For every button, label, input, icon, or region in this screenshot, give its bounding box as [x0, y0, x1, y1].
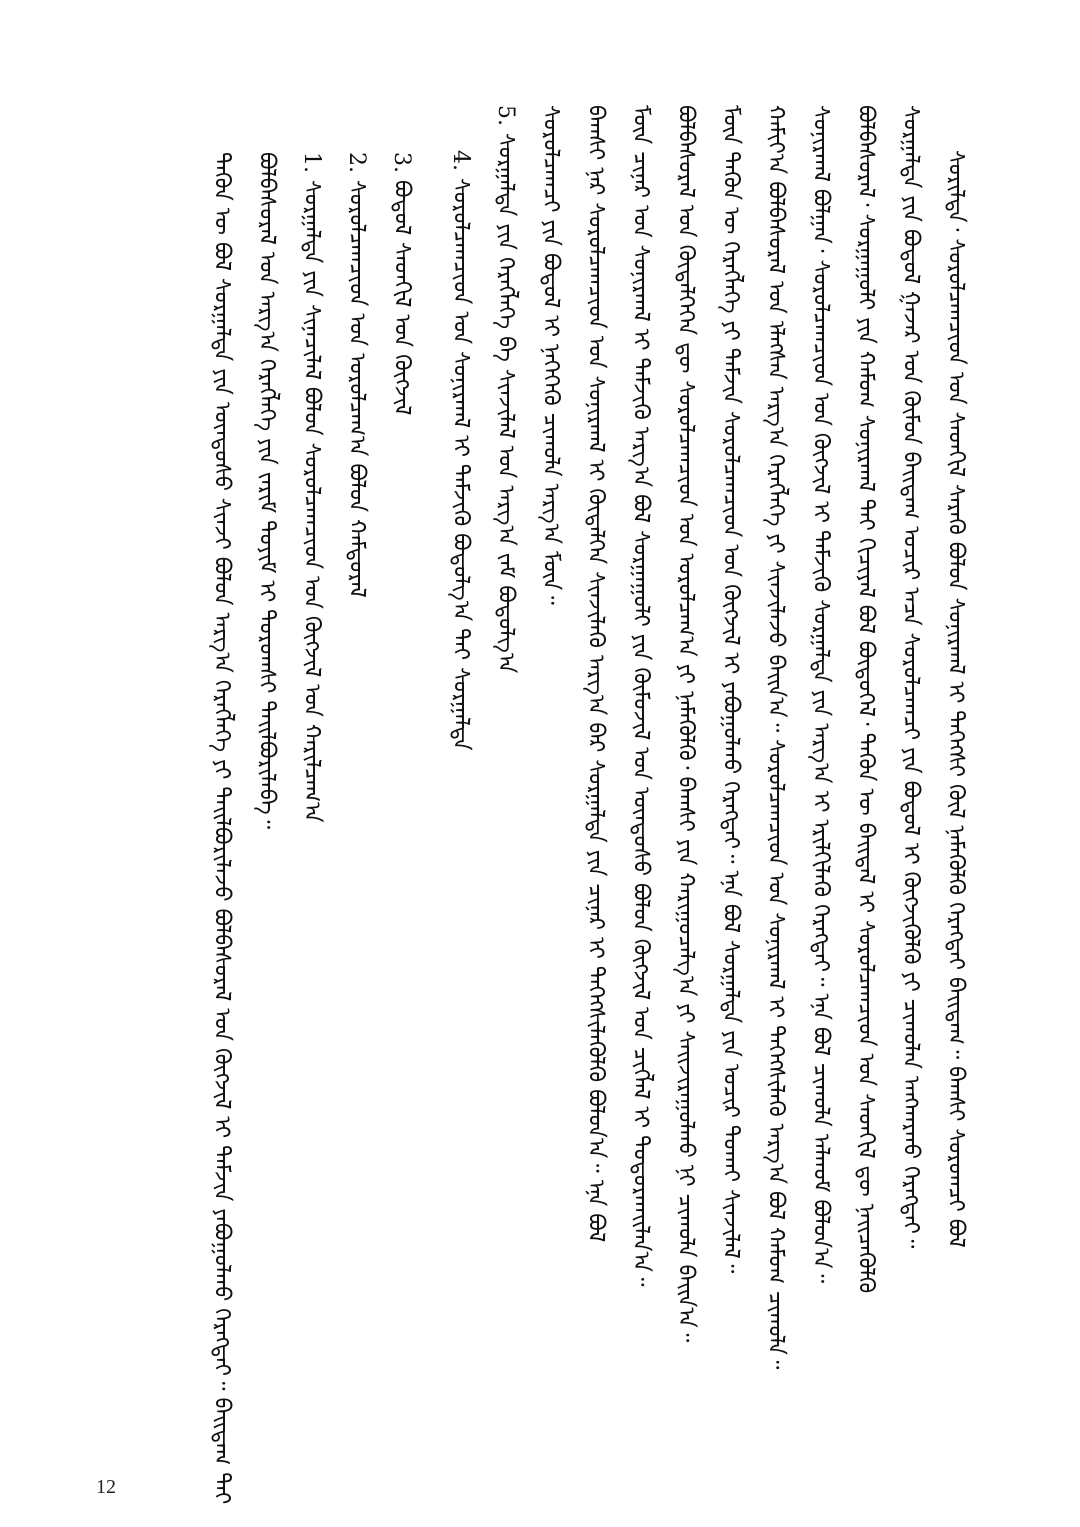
text-line: ᠪᠠᠭᠰᠢ ᠨᠠᠷ ᠰᠤᠷᠤᠯᠴᠠᠭᠴᠢᠳ ᠤᠨ ᠰᠣᠨᠢᠷᠬᠠᠯ ᠢ ᠬᠥᠳᠡᠯᠭᠡᠨ ᠰᠢᠨᠵᠢᠯᠡᠬᠦ ᠠᠷᠭ᠎ᠠ ᠪᠠᠷ ᠰᠤᠷᠭᠠᠯᠲᠠ ᠶᠢᠨ ᠴᠢᠨᠠᠷ ᠢ ᠳᠡᠭᠡᠭᠰᠢᠯᠡᠭᠦᠯᠬᠦ ᠪᠣᠯᠤᠨ᠎ᠠ᠃ ᠡᠨᠡ ᠪᠣᠯ — [583, 105, 608, 1243]
text-line: ᠬᠠᠮᠢᠶ᠎ᠠ ᠪᠣᠯᠪᠠᠰᠤᠷᠠᠯ ᠤᠨ ᠡᠯᠡᠭᠰᠡᠨ ᠠᠷᠭ᠎ᠠ ᠬᠡᠷᠡᠭᠯᠡᠭᠡ ᠶᠢ ᠰᠢᠨᠵᠢᠯᠡᠵᠦ ᠪᠠᠢᠨ᠎ᠠ᠃ ᠰᠤᠷᠤᠯᠴᠠᠭᠴᠢᠳ ᠤᠨ ᠰᠣᠨᠢᠷᠬᠠᠯ ᠢ ᠳᠡᠭᠡᠭᠰᠢᠯᠡᠬᠦ ᠠᠷᠭ᠎ᠠ ᠪᠣᠯ ᠬᠠᠮᠤᠭ ᠴᠢᠬᠤᠯᠠ᠃ — [763, 105, 788, 1370]
text-line: ᠮᠥᠨ ᠲᠡᠭᠦᠨ ᠦ ᠬᠡᠷᠡᠭᠯᠡᠭᠡ ᠶᠢ ᠳᠡᠮᠵᠢᠨ ᠰᠤᠷᠤᠯᠴᠠᠭᠴᠢᠳ ᠤᠨ ᠬᠥᠭᠵᠢᠯ ᠢ ᠶᠠᠪᠤᠭᠤᠯᠬᠤ ᠬᠡᠷᠡᠭᠲᠡᠢ᠃ ᠡᠨᠡ ᠪᠣᠯ ᠰᠤᠷᠭᠠᠯᠲᠠ ᠶᠢᠨ ᠤᠴᠢᠷ ᠲᠤᠬᠠᠢ ᠰᠢᠨᠵᠢᠯᠡᠯ᠃ — [718, 105, 743, 1274]
text-line: ᠰᠣᠨᠢᠷᠬᠠᠯ ᠪᠣᠯᠭᠠᠨ᠂ ᠰᠤᠷᠤᠯᠴᠠᠭᠴᠢᠳ ᠤᠨ ᠬᠥᠭᠵᠢᠯ ᠢ ᠳᠡᠮᠵᠢᠬᠦ ᠰᠤᠷᠭᠠᠯᠲᠠ ᠶᠢᠨ ᠠᠷᠭ᠎ᠠ ᠢ ᠡᠷᠢᠯᠬᠢᠯᠡᠬᠦ ᠬᠡᠷᠡᠭᠲᠡᠢ᠃ ᠡᠨᠡ ᠪᠣᠯ ᠴᠢᠬᠤᠯᠠ ᠠᠯᠬᠤᠮ ᠪᠣᠯᠤᠨ᠎ᠠ᠃ — [808, 105, 833, 1284]
text-line: ᠪᠣᠯᠪᠠᠰᠤᠷᠠᠯ ᠤᠨ ᠬᠥᠳᠡᠯᠭᠡᠭᠡᠨ ᠳᠦ ᠰᠤᠷᠤᠯᠴᠠᠭᠴᠢᠳ ᠤᠨ ᠣᠷᠤᠯᠴᠠᠭ᠎ᠠ ᠶᠢ ᠨᠡᠮᠡᠭᠦᠯᠬᠦ᠂ ᠪᠠᠭᠰᠢ ᠶᠢᠨ ᠬᠠᠷᠢᠭᠤᠴᠠᠯᠭ᠎ᠠ ᠶᠢ ᠰᠠᠢᠵᠢᠷᠠᠭᠤᠯᠬᠤ ᠨᠢ ᠴᠢᠬᠤᠯᠠ ᠪᠠᠢᠨ᠎ᠠ᠃ — [673, 105, 698, 1343]
list-item: 3. ᠪᠣᠳᠤᠯ ᠰᠡᠳᠬᠢᠯ ᠤᠨ ᠬᠥᠭᠵᠢᠯ — [389, 152, 414, 416]
text-line: 5. ᠰᠤᠷᠭᠠᠯᠲᠠ ᠶᠢᠨ ᠬᠡᠷᠡᠭᠯᠡᠭᠡ ᠪᠠ ᠰᠢᠨᠵᠢᠯᠡᠯ ᠤᠨ ᠠᠷᠭ᠎ᠠ ᠵᠠᠮ ᠪᠣᠳᠤᠯᠭ᠎ᠠ — [493, 105, 518, 674]
list-item: ᠪᠣᠯᠪᠠᠰᠤᠷᠠᠯ ᠤᠨ ᠠᠷᠭ᠎ᠠ ᠬᠡᠷᠡᠭᠯᠡᠭᠡ ᠶᠢᠨ ᠵᠠᠷᠢᠮ ᠲᠣᠶᠢᠮ ᠢ ᠳᠣᠷᠣᠭᠰᠢ ᠲᠠᠢᠯᠪᠤᠷᠢᠯᠠᠪᠠ᠃ — [254, 152, 279, 830]
text-line: 4. ᠰᠤᠷᠤᠯᠴᠠᠭᠴᠢᠳ ᠤᠨ ᠰᠣᠨᠢᠷᠬᠠᠯ ᠢ ᠳᠡᠮᠵᠢᠬᠦ ᠪᠣᠳᠤᠯᠭ᠎ᠠ ᠲᠠᠢ ᠰᠤᠷᠭᠠᠯᠲᠠ — [448, 150, 473, 751]
text-line: ᠰᠤᠷᠭᠠᠯᠲᠠ ᠶᠢᠨ ᠪᠣᠳᠤᠯ ᠭᠠᠵᠠᠷ ᠤᠨ ᠬᠦᠮᠦᠨ ᠪᠠᠢᠳᠠᠭ ᠤᠴᠢᠷ ᠠᠴᠠ ᠰᠤᠷᠤᠯᠴᠠᠭᠴᠢ ᠶᠢᠨ ᠪᠣᠳᠤᠯ ᠢ ᠬᠥᠭᠵᠢᠭᠦᠯᠬᠦ ᠶᠢ ᠴᠢᠬᠤᠯᠠᠨ ᠠᠩᠬᠠᠷᠬᠤ ᠬᠡᠷᠡᠭᠲᠡᠢ᠃ — [898, 105, 923, 1249]
list-item: ᠲᠡᠭᠦᠨ ᠦ ᠪᠣᠯ ᠰᠤᠷᠭᠠᠯᠲᠠ ᠶᠢᠨ ᠦᠨᠳᠦᠰᠦ ᠰᠢᠨᠵᠢ ᠪᠣᠯᠤᠨ ᠠᠷᠭ᠎ᠠ ᠬᠡᠷᠡᠭᠯᠡᠭᠡ ᠶᠢ ᠲᠠᠢᠯᠪᠤᠷᠢᠯᠠᠵᠤ ᠪᠣᠯᠪᠠᠰᠤᠷᠠᠯ ᠤᠨ ᠬᠥᠭᠵᠢᠯ ᠢ ᠳᠡᠮᠵᠢᠨ ᠶᠠᠪᠤᠭᠤᠯᠬᠤ ᠬᠡᠷᠡᠭᠲᠡᠢ᠃ ᠪᠠᠢᠳᠠᠭ ᠲᠠᠢ — [209, 152, 234, 1505]
text-line: ᠰᠣᠷᠢᠯᠲᠠ᠂ ᠰᠤᠷᠤᠯᠴᠠᠭᠴᠢᠳ ᠤᠨ ᠰᠡᠳᠬᠢᠯ ᠰᠡᠷᠡᠬᠦ ᠪᠣᠯᠤᠨ ᠰᠣᠨᠢᠷᠬᠠᠯ ᠢ ᠳᠡᠭᠡᠭᠰᠢ ᠬᠦᠯ ᠨᠡᠮᠡᠭᠦᠯᠬᠦ ᠬᠡᠷᠡᠭᠲᠡᠢ ᠪᠠᠢᠳᠠᠭ᠃ ᠪᠠᠭᠰᠢ ᠰᠤᠷᠤᠭᠴᠢ ᠪᠣᠯ — [943, 150, 968, 1248]
text-line: ᠰᠤᠷᠤᠯᠴᠠᠭᠴᠢ ᠶᠢᠨ ᠪᠣᠳᠤᠯ ᠢ ᠨᠡᠭᠡᠭᠡᠬᠦ ᠴᠢᠬᠤᠯᠠ ᠠᠷᠭ᠎ᠠ ᠮᠥᠨ᠃ — [538, 105, 563, 605]
list-item: 2. ᠰᠤᠷᠤᠯᠴᠠᠭᠴᠢᠳ ᠤᠨ ᠣᠷᠤᠯᠴᠠᠭ᠎ᠠ ᠪᠣᠯᠤᠨ ᠬᠠᠮᠲᠤᠷᠠᠯ — [344, 152, 369, 598]
list-item: 1. ᠰᠤᠷᠭᠠᠯᠲᠠ ᠶᠢᠨ ᠰᠢᠨᠡᠴᠢᠯᠡᠯ ᠪᠣᠯᠤᠨ ᠰᠤᠷᠤᠯᠴᠠᠭᠴᠢᠳ ᠤᠨ ᠬᠥᠭᠵᠢᠯ ᠤᠨ ᠬᠠᠷᠢᠯᠴᠠᠭ᠎ᠠ — [299, 152, 324, 823]
text-line: ᠮᠥᠨ ᠴᠢᠨᠠᠷ ᠤᠨ ᠰᠣᠨᠢᠷᠬᠠᠯ ᠢ ᠳᠡᠮᠵᠢᠬᠦ ᠠᠷᠭ᠎ᠠ ᠪᠣᠯ ᠰᠤᠷᠭᠠᠭᠤᠯᠢ ᠶᠢᠨ ᠬᠦᠮᠦᠵᠢᠯ ᠤᠨ ᠦᠨᠳᠦᠰᠦ ᠪᠣᠯᠤᠨ ᠬᠥᠭᠵᠢᠯ ᠤᠨ ᠴᠢᠭᠯᠡᠯ ᠢ ᠲᠣᠳᠤᠷᠬᠠᠢᠯᠠᠨ᠎ᠠ᠃ — [628, 105, 653, 1287]
page-number: 12 — [96, 1476, 116, 1498]
text-line: ᠪᠣᠯᠪᠠᠰᠤᠷᠠᠯ᠂ ᠰᠤᠷᠭᠠᠭᠤᠯᠢ ᠶᠢᠨ ᠬᠠᠮᠤᠭ ᠰᠣᠨᠢᠷᠬᠠᠯ ᠲᠠᠢ ᠬᠢᠴᠢᠶᠡᠯ ᠪᠣᠯ ᠪᠦᠲᠦᠭᠡᠯ᠂ ᠲᠡᠭᠦᠨ ᠦ ᠪᠠᠢᠳᠠᠯ ᠢ ᠰᠤᠷᠤᠯᠴᠠᠭᠴᠢᠳ ᠤᠨ ᠰᠡᠳᠬᠢᠯ ᠳᠦ ᠨᠡᠢᠴᠡᠭᠦᠯᠬᠦ — [853, 105, 878, 1294]
